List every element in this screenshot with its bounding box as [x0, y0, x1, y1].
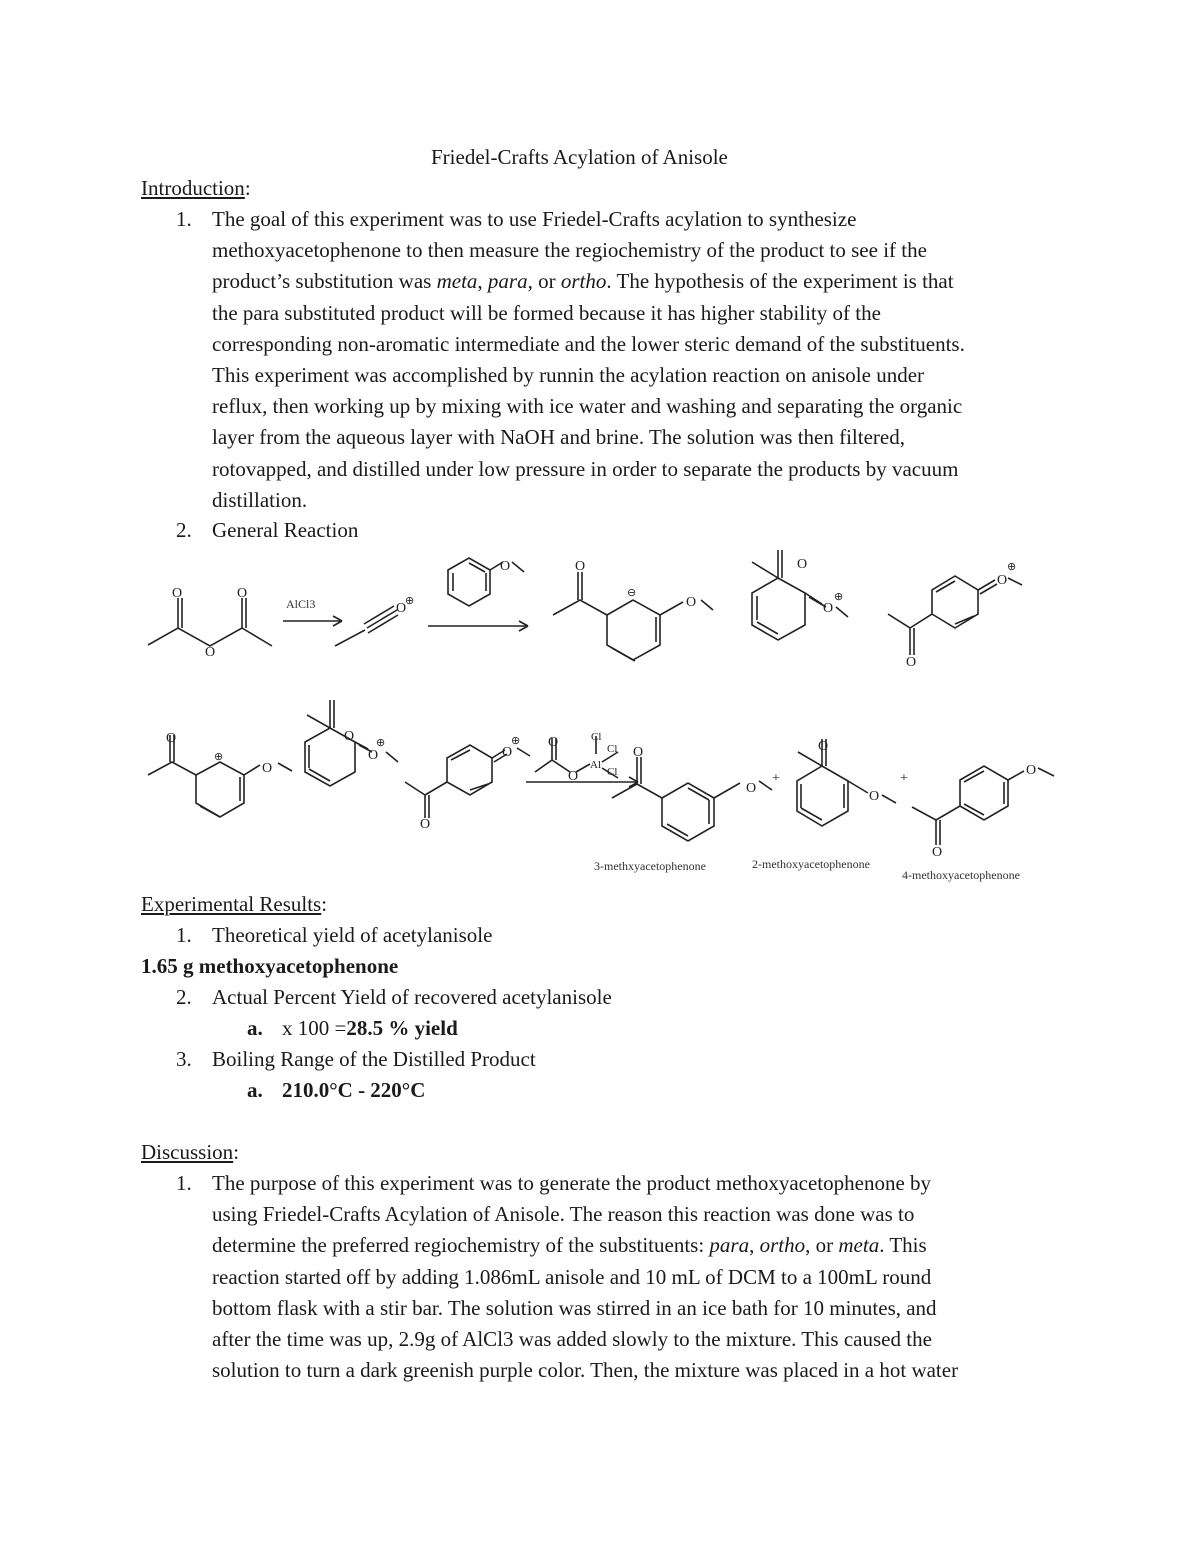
oxygen-atom: O: [237, 586, 248, 601]
plus-charge: ⊕: [511, 735, 521, 747]
chlorine-atom: Cl: [607, 743, 618, 755]
intro-line: layer from the aqueous layer with NaOH and brine. The solution was then filtered,: [212, 425, 905, 450]
ortho-term: ortho: [560, 269, 607, 294]
oxygen-atom: O: [869, 789, 880, 804]
intro-line-text: product’s substitution was: [212, 269, 437, 294]
oxygen-atom: O: [797, 557, 808, 572]
oxygen-atom: O: [205, 645, 216, 660]
plus-charge: ⊕: [214, 751, 224, 763]
discussion-item-1-number: 1.: [176, 1171, 192, 1195]
discussion-line: reaction started off by adding 1.086mL anisole and 10 mL of DCM to a 100mL round: [212, 1264, 932, 1289]
intro-item-1-number: 1.: [176, 207, 192, 231]
minus-charge: ⊖: [627, 587, 637, 599]
oxygen-atom: O: [932, 845, 943, 860]
boiling-range-label: Boiling Range of the Distilled Product: [212, 1047, 536, 1071]
oxygen-atom: O: [568, 769, 579, 784]
catalyst-label: AlCl3: [286, 597, 316, 611]
separator: ,: [749, 1233, 760, 1258]
para-term: para: [709, 1233, 750, 1258]
intro-line: methoxyacetophenone to then measure the regiochemistry of the product to see if the: [212, 238, 927, 263]
discussion-heading-colon: :: [233, 1140, 240, 1164]
intro-line: This experiment was accomplished by runnin the acylation reaction on anisole under: [212, 363, 925, 388]
intro-line: reflux, then working up by mixing with ice water and washing and separating the organic: [212, 394, 963, 419]
product-label-ortho: 2-methoxyacetophenone: [752, 857, 870, 871]
percent-yield-label: Actual Percent Yield of recovered acetylanisole: [212, 985, 612, 1009]
intro-line: the para substituted product will be formed because it has higher stability of the: [212, 300, 881, 325]
percent-yield-row: [282, 1013, 458, 1044]
para-term: para: [487, 269, 528, 294]
oxygen-atom: O: [686, 595, 697, 610]
results-heading: [141, 889, 327, 920]
introduction-heading-text: Introduction: [141, 176, 245, 200]
percent-yield-formula: x 100 =: [282, 1016, 347, 1040]
results-heading-text: Experimental Results: [141, 892, 322, 916]
intro-line: The goal of this experiment was to use Friedel-Crafts acylation to synthesize: [212, 207, 857, 231]
oxygen-atom: O: [396, 601, 407, 616]
results-heading-colon: :: [321, 892, 328, 916]
separator: , or: [527, 269, 561, 294]
discussion-heading-text: Discussion: [141, 1140, 234, 1164]
oxygen-atom: O: [548, 735, 559, 750]
separator: , or: [805, 1233, 839, 1258]
chlorine-atom: Cl: [607, 766, 618, 778]
plus-charge: ⊕: [376, 737, 386, 749]
discussion-line: bottom flask with a stir bar. The solution was stirred in an ice bath for 10 minutes, and: [212, 1295, 937, 1320]
sub-item-letter: a.: [247, 1016, 263, 1040]
discussion-line-with-italics: [212, 1230, 1062, 1261]
oxygen-atom: O: [997, 573, 1008, 588]
product-label-para: 4-methoxyacetophenone: [902, 868, 1020, 882]
intro-line-text: . The hypothesis of the experiment is that: [606, 269, 954, 294]
oxygen-atom: O: [746, 781, 757, 796]
discussion-line: after the time was up, 2.9g of AlCl3 was added slowly to the mixture. This caused the: [212, 1327, 932, 1352]
plus-charge: ⊕: [1007, 561, 1017, 573]
intro-item-2-number: 2.: [176, 518, 192, 542]
oxygen-atom: O: [818, 739, 829, 754]
boiling-range-value: 210.0°C - 220°C: [282, 1078, 426, 1102]
page-title: Friedel-Crafts Acylation of Anisole: [431, 145, 728, 169]
oxygen-atom: O: [172, 586, 183, 601]
introduction-heading-colon: :: [244, 176, 251, 200]
plus-sign: +: [900, 771, 908, 786]
aluminum-atom: Al: [590, 759, 601, 771]
discussion-line: using Friedel-Crafts Acylation of Anisole. The reason this reaction was done was to: [212, 1202, 915, 1227]
oxygen-atom: O: [368, 748, 379, 763]
intro-line: rotovapped, and distilled under low pressure in order to separate the products by vacuum: [212, 456, 959, 481]
plus-charge: ⊕: [405, 595, 415, 607]
product-label-meta: 3-methxyacetophenone: [594, 859, 706, 873]
oxygen-atom: O: [1026, 763, 1037, 778]
discussion-line-text: . This: [879, 1233, 927, 1258]
discussion-heading: [141, 1137, 239, 1168]
discussion-paragraph: [212, 1168, 1062, 1386]
oxygen-atom: O: [500, 559, 511, 574]
discussion-line: The purpose of this experiment was to generate the product methoxyacetophenone by: [212, 1171, 932, 1195]
oxygen-atom: O: [823, 601, 834, 616]
chlorine-atom: Cl: [591, 731, 602, 743]
oxygen-atom: O: [906, 655, 917, 670]
theoretical-yield-value: 1.65 g methoxyacetophenone: [141, 954, 399, 978]
oxygen-atom: O: [166, 731, 177, 746]
oxygen-atom: O: [420, 817, 431, 832]
plus-charge: ⊕: [834, 591, 844, 603]
oxygen-atom: O: [262, 761, 273, 776]
oxygen-atom: O: [575, 559, 586, 574]
intro-line: distillation.: [212, 487, 308, 512]
intro-line: corresponding non-aromatic intermediate and the lower steric demand of the substituents.: [212, 331, 965, 356]
results-item-3-number: 3.: [176, 1047, 192, 1071]
separator: ,: [477, 269, 488, 294]
discussion-line: solution to turn a dark greenish purple color. Then, the mixture was placed in a hot water: [212, 1358, 959, 1383]
general-reaction-label: General Reaction: [212, 518, 359, 542]
plus-sign: +: [772, 771, 780, 786]
meta-term: meta: [838, 1233, 880, 1258]
oxygen-atom: O: [633, 745, 644, 760]
theoretical-yield-label: Theoretical yield of acetylanisole: [212, 923, 493, 947]
results-item-1-number: 1.: [176, 923, 192, 947]
oxygen-atom: O: [502, 745, 513, 760]
percent-yield-value: 28.5 % yield: [346, 1016, 458, 1040]
oxygen-atom: O: [344, 729, 355, 744]
sub-item-letter: a.: [247, 1078, 263, 1102]
results-item-2-number: 2.: [176, 985, 192, 1009]
discussion-line-text: determine the preferred regiochemistry of the substituents:: [212, 1233, 710, 1258]
ortho-term: ortho: [759, 1233, 806, 1258]
reaction-text: [166, 557, 1036, 882]
meta-term: meta: [436, 269, 478, 294]
